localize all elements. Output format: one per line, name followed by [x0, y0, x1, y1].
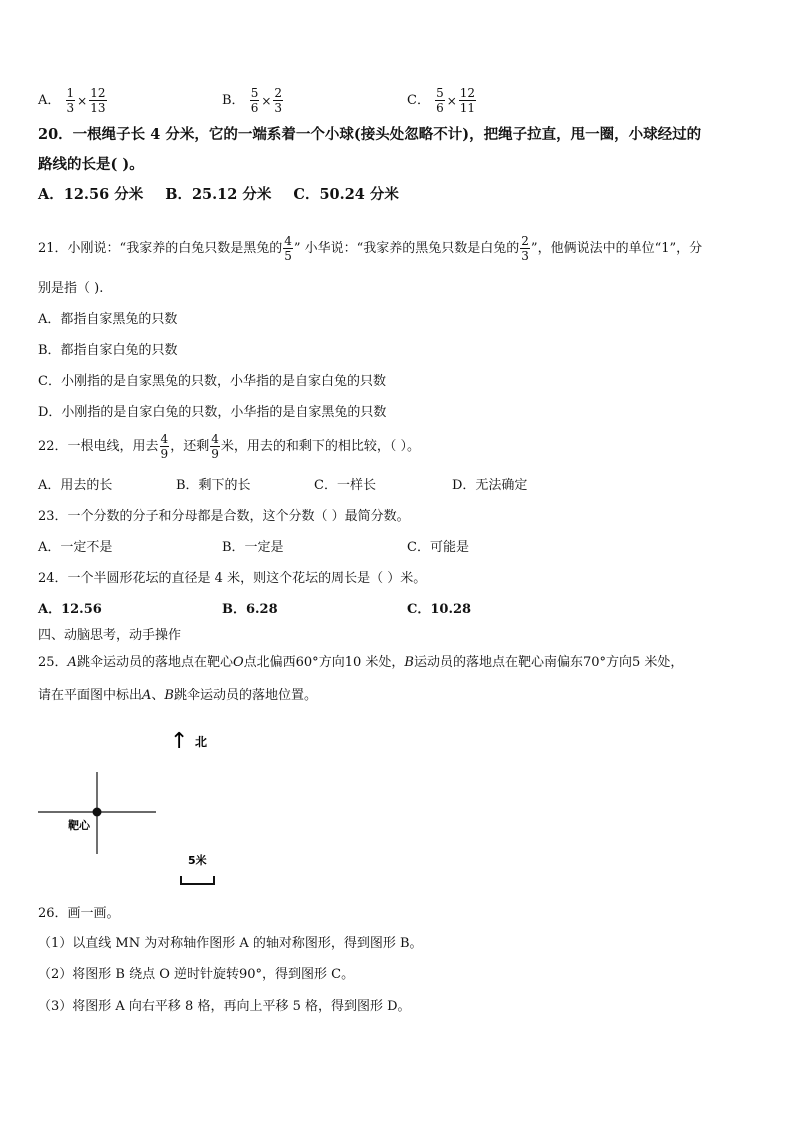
q23-option-a[interactable]: A．一定不是 [38, 540, 113, 555]
q22-option-c[interactable]: C．一样长 [314, 478, 376, 493]
q24-option-b[interactable]: B．6.28 [222, 602, 278, 617]
fraction: $\frac{12}{13}$ [90, 86, 106, 115]
target-diagram[interactable] [30, 724, 250, 894]
target-center-dot[interactable] [93, 808, 102, 817]
q25-text: 点北偏西 [243, 655, 296, 670]
q24-option-a[interactable]: A．12.56 [38, 602, 102, 617]
angle-60: 60° [295, 655, 319, 670]
q20-option-a[interactable]: A．12.56 分米 [38, 186, 144, 203]
q23-option-c[interactable]: C．可能是 [407, 540, 469, 555]
fraction: $\frac{4}{5}$ [284, 234, 292, 263]
times-sign: × [77, 93, 88, 108]
fraction: $\frac{4}{9}$ [211, 432, 219, 461]
q25-stem-line2 [38, 687, 317, 705]
point-a-label: A [142, 688, 152, 703]
q23-option-b[interactable]: B．一定是 [222, 540, 284, 555]
q25-text: 跳伞运动员的落地点在靶心 [76, 655, 233, 670]
q21-option-b[interactable]: B．都指自家白兔的只数 [38, 343, 178, 358]
q25-text: 、 [151, 688, 165, 703]
q23-stem: 23．一个分数的分子和分母都是合数，这个分数（ ）最简分数。 [38, 509, 410, 524]
fraction: $\frac{2}{3}$ [521, 234, 529, 263]
option-letter: A． [38, 93, 61, 108]
q22-text-part1: 22．一根电线，用去 [38, 439, 159, 454]
fraction: $\frac{12}{11}$ [459, 86, 476, 115]
q20-stem-line1: 20．一根绳子长 4 分米，它的一端系着一个小球(接头处忽略不计)，把绳子拉直，甩一圈，小球经过的 [38, 126, 702, 143]
q25-text: 方向5 米处， [606, 655, 684, 670]
q21-text-part2: ” 小华说：“我家养的黑兔只数是白兔的 [293, 241, 520, 256]
q24-stem: 24．一个半圆形花坛的直径是 4 米，则这个花坛的周长是（ ）米。 [38, 571, 427, 586]
q21-option-d[interactable]: D．小刚指的是自家白兔的只数，小华指的是自家黑兔的只数 [38, 405, 387, 420]
q26-title: 26．画一画。 [38, 906, 120, 921]
fraction: $\frac{1}{3}$ [66, 86, 75, 115]
fraction: $\frac{2}{3}$ [274, 86, 283, 115]
q21-text-part1: 21．小刚说：“我家养的白兔只数是黑兔的 [38, 241, 283, 256]
q22-text-part3: 米，用去的和剩下的相比较，（ ）。 [220, 439, 420, 454]
q21-option-c[interactable]: C．小刚指的是自家黑兔的只数，小华指的是自家白兔的只数 [38, 374, 386, 389]
times-sign: × [446, 93, 457, 108]
q22-text-part2: ，还剩 [170, 439, 210, 454]
q25-text: 跳伞运动员的落地位置。 [173, 688, 317, 703]
q20-options [38, 186, 399, 204]
q25-text: 方向10 米处， [318, 655, 405, 670]
q19-option-b[interactable] [222, 86, 284, 115]
north-label: 北 [195, 735, 208, 749]
q21-stem-line2: 别是指（ ). [38, 281, 104, 296]
section-title: 四、动脑思考，动手操作 [38, 628, 182, 643]
q21-option-a[interactable]: A．都指自家黑兔的只数 [38, 312, 178, 327]
point-b-label: B [404, 655, 414, 670]
fraction: $\frac{4}{9}$ [160, 432, 169, 461]
scale-bar [181, 876, 214, 884]
point-b-label: B [164, 688, 174, 703]
target-center-label: 靶心 [68, 819, 90, 832]
times-sign: × [261, 93, 272, 108]
option-letter: C． [407, 93, 430, 108]
q22-stem [38, 432, 420, 461]
point-a-label: A [67, 655, 77, 670]
q26-item-2: （2）将图形 B 绕点 O 逆时针旋转90°，得到图形 C。 [38, 967, 355, 982]
q22-option-b[interactable]: B．剩下的长 [176, 478, 251, 493]
q26-item-1: （1）以直线 MN 为对称轴作图形 A 的轴对称图形，得到图形 B。 [38, 936, 423, 951]
q25-text: 运动员的落地点在靶心南偏东 [413, 655, 583, 670]
q20-option-b[interactable]: B．25.12 分米 [165, 186, 272, 203]
q25-number: 25． [38, 655, 68, 670]
fraction: $\frac{5}{6}$ [436, 86, 444, 115]
scale-label: 5米 [188, 854, 207, 867]
q25-stem-line1 [38, 654, 683, 672]
point-o-label: O [232, 655, 244, 670]
q19-option-a[interactable] [38, 86, 108, 115]
fraction: $\frac{5}{6}$ [250, 86, 259, 115]
q20-stem-line2: 路线的长是( )。 [38, 156, 144, 173]
angle-70: 70° [582, 655, 606, 670]
q19-option-c[interactable] [407, 86, 477, 115]
q22-option-a[interactable]: A．用去的长 [38, 478, 113, 493]
q25-text: 请在平面图中标出 [38, 688, 143, 703]
q24-option-c[interactable]: C．10.28 [407, 602, 472, 617]
q26-item-3: （3）将图形 A 向右平移 8 格，再向上平移 5 格，得到图形 D。 [38, 999, 411, 1014]
q22-option-d[interactable]: D．无法确定 [452, 478, 528, 493]
q20-option-c[interactable]: C．50.24 分米 [293, 186, 399, 203]
q21-stem-line1 [38, 234, 702, 263]
q21-text-part3: ”，他俩说法中的单位“1”，分 [530, 241, 703, 256]
option-letter: B． [222, 93, 245, 108]
north-arrow-icon: ↑ [170, 729, 189, 754]
